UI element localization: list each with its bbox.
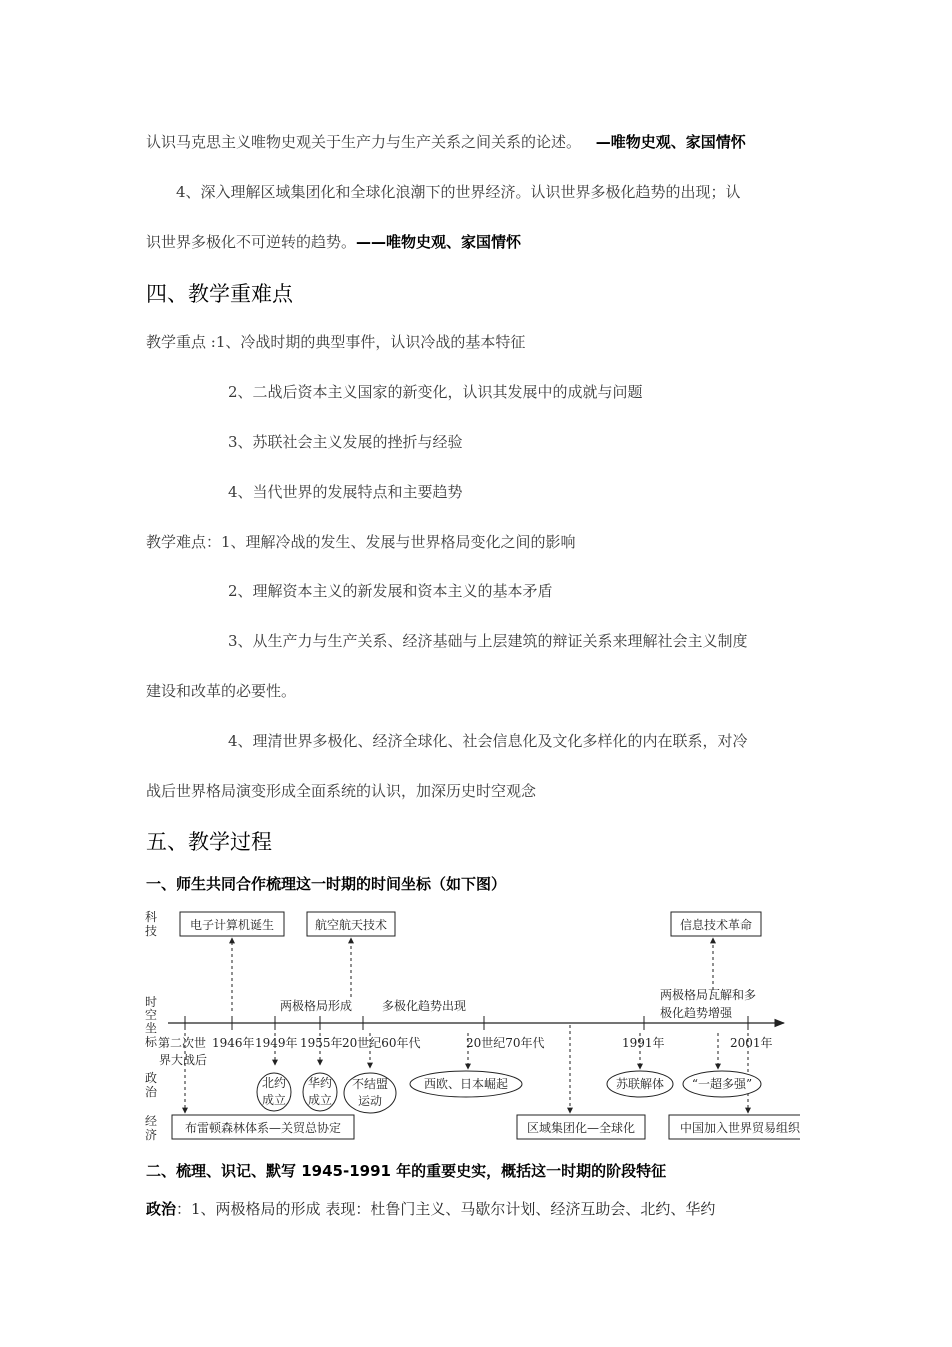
row-label-tech: 技 xyxy=(145,924,158,938)
paragraph-2-line2 xyxy=(146,231,521,252)
economy-box-label: 区域集团化—全球化 xyxy=(526,1121,636,1135)
difficult-points-row-1 xyxy=(146,531,576,552)
row-label-tech: 科 xyxy=(145,910,158,924)
paragraph-1-text: 认识马克思主义唯物史观关于生产力与生产关系之间关系的论述。 xyxy=(146,133,582,151)
tech-box-label: 信息技术革命 xyxy=(679,918,753,932)
politics-node-label: 华约 xyxy=(307,1076,333,1090)
row-label-time: 坐 xyxy=(145,1021,158,1035)
economy-box-label: 中国加入世界贸易组织 xyxy=(679,1121,800,1135)
tech-box-label: 电子计算机诞生 xyxy=(189,918,275,932)
key-point-item: 4、当代世界的发展特点和主要趋势 xyxy=(228,483,463,501)
axis-tick-label: 20世纪70年代 xyxy=(466,1036,545,1050)
row-label-economy: 济 xyxy=(145,1128,158,1142)
axis-tick-label: 1991年 xyxy=(622,1036,665,1050)
key-points-row-1 xyxy=(146,331,525,352)
axis-tick-label: 1949年 xyxy=(255,1036,298,1050)
axis-tick-label: 20世纪60年代 xyxy=(342,1036,421,1050)
politics-node-label: 运动 xyxy=(357,1094,383,1108)
key-point-item: 2、二战后资本主义国家的新变化，认识其发展中的成就与问题 xyxy=(228,383,643,401)
politics-node-label: 西欧、日本崛起 xyxy=(423,1077,509,1091)
politics-line xyxy=(146,1198,715,1219)
section-5-title: 五、教学过程 xyxy=(146,830,272,854)
difficult-point-item: 建设和改革的必要性。 xyxy=(146,682,297,700)
politics-node-label: “一超多强” xyxy=(691,1077,753,1091)
difficult-point-item: 4、理清世界多极化、经济全球化、社会信息化及文化多样化的内在联系，对冷 xyxy=(228,732,748,750)
axis-tick-label: 2001年 xyxy=(730,1036,773,1050)
above-axis-label: 多极化趋势出现 xyxy=(382,999,467,1013)
axis-tick-label: 1955年 xyxy=(300,1036,343,1050)
above-axis-label: 两极格局瓦解和多 xyxy=(660,988,757,1002)
difficult-point-item: 2、理解资本主义的新发展和资本主义的基本矛盾 xyxy=(228,582,553,600)
economy-box-label: 布雷顿森林体系—关贸总协定 xyxy=(184,1121,342,1135)
key-point-item: 3、苏联社会主义发展的挫折与经验 xyxy=(228,433,463,451)
section-4-title: 四、教学重难点 xyxy=(146,282,293,306)
tech-box-label: 航空航天技术 xyxy=(314,918,388,932)
politics-node-label: 不结盟 xyxy=(351,1077,389,1091)
paragraph-2-line1: 4、深入理解区域集团化和全球化浪潮下的世界经济。认识世界多极化趋势的出现；认 xyxy=(176,183,741,201)
row-label-time: 空 xyxy=(145,1008,158,1022)
paragraph-1 xyxy=(146,131,746,152)
politics-node-label: 苏联解体 xyxy=(615,1077,665,1091)
above-axis-label: 极化趋势增强 xyxy=(660,1006,733,1020)
row-label-politics: 政 xyxy=(145,1071,158,1085)
row-label-time: 时 xyxy=(145,995,158,1009)
subheading-timeline: 一、师生共同合作梳理这一时期的时间坐标（如下图） xyxy=(146,875,507,893)
axis-tick-label: 界大战后 xyxy=(159,1053,208,1067)
key-points-label: 教学重点 : xyxy=(146,333,216,351)
paragraph-2-text: 识世界多极化不可逆转的趋势。 xyxy=(146,233,357,251)
row-label-time: 标 xyxy=(145,1035,158,1049)
politics-node-label: 北约 xyxy=(261,1076,287,1090)
key-point-item: 1、冷战时期的典型事件，认识冷战的基本特征 xyxy=(215,333,526,351)
above-axis-label: 两极格局形成 xyxy=(280,999,353,1013)
politics-label: 政治 xyxy=(146,1200,177,1218)
subheading-review: 二、梳理、识记、默写 1945-1991 年的重要史实，概括这一时期的阶段特征 xyxy=(146,1162,667,1180)
timeline-diagram xyxy=(140,905,800,1145)
row-label-economy: 经 xyxy=(145,1114,158,1128)
politics-node-label: 成立 xyxy=(307,1093,333,1107)
politics-node-label: 成立 xyxy=(261,1093,287,1107)
row-label-politics: 治 xyxy=(145,1085,158,1099)
politics-text: ：1、两极格局的形成 表现：杜鲁门主义、马歇尔计划、经济互助会、北约、华约 xyxy=(176,1200,716,1218)
difficult-point-item: 3、从生产力与生产关系、经济基础与上层建筑的辩证关系来理解社会主义制度 xyxy=(228,632,748,650)
difficult-point-item: 战后世界格局演变形成全面系统的认识，加深历史时空观念 xyxy=(146,782,537,800)
difficult-point-item: 1、理解冷战的发生、发展与世界格局变化之间的影响 xyxy=(221,533,576,551)
paragraph-1-bold: —唯物史观、家国情怀 xyxy=(595,133,746,151)
axis-tick-label: 1946年 xyxy=(212,1036,255,1050)
axis-tick-label: 第二次世 xyxy=(158,1036,207,1050)
paragraph-2-bold: ——唯物史观、家国情怀 xyxy=(356,233,522,251)
difficult-points-label: 教学难点： xyxy=(146,533,222,551)
